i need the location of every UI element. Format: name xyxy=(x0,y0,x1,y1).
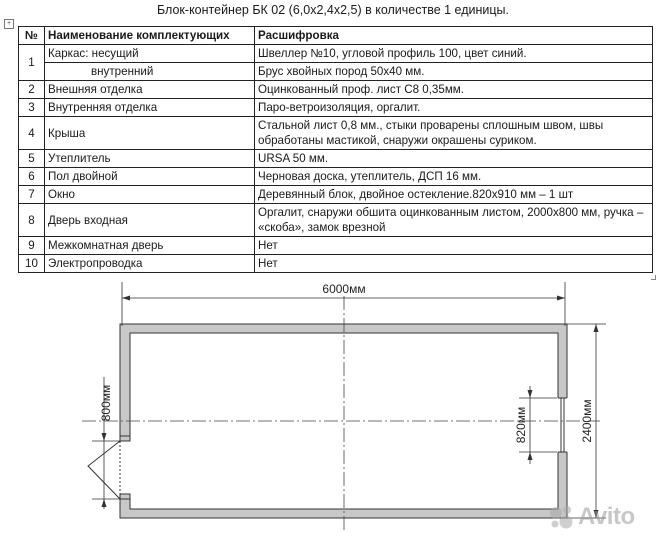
width-label: 2400мм xyxy=(580,399,594,443)
door-label: 800мм xyxy=(99,384,113,422)
row-name: Окно xyxy=(45,186,255,204)
row-name: Внешняя отделка xyxy=(45,81,255,99)
watermark-text: Avito xyxy=(578,503,635,530)
row-number: 7 xyxy=(19,186,45,204)
row-number: 9 xyxy=(19,237,45,255)
window-opening xyxy=(556,398,569,452)
row-name: Крыша xyxy=(45,117,255,150)
door-opening xyxy=(119,441,131,499)
row-number: 3 xyxy=(19,99,45,117)
document-title: Блок-контейнер БК 02 (6,0х2,4х2,5) в количестве 1 единицы. xyxy=(156,3,510,17)
row-description: Оцинкованный проф. лист С8 0,35мм. xyxy=(255,81,653,99)
row-name: Электропроводка xyxy=(45,255,255,273)
row-number: 8 xyxy=(19,204,45,237)
row-description: Брус хвойных пород 50х40 мм. xyxy=(255,63,653,81)
row-name: Пол двойной xyxy=(45,168,255,186)
row-description: Швеллер №10, угловой профиль 100, цвет синий. xyxy=(255,45,653,63)
row-description: Нет xyxy=(255,255,653,273)
row-number: 2 xyxy=(19,81,45,99)
header-description: Расшифровка xyxy=(255,27,653,45)
row-number: 10 xyxy=(19,255,45,273)
header-number: № xyxy=(19,27,45,45)
row-description: Нет xyxy=(255,237,653,255)
row-name: Межкомнатная дверь xyxy=(45,237,255,255)
avito-watermark xyxy=(548,503,635,531)
row-description: URSA 50 мм. xyxy=(255,150,653,168)
row-description: Черновая доска, утеплитель, ДСП 16 мм. xyxy=(255,168,653,186)
row-number: 5 xyxy=(19,150,45,168)
table-move-handle-icon[interactable]: + xyxy=(4,19,14,29)
header-name: Наименование комплектующих xyxy=(45,27,255,45)
row-name: Внутренняя отделка xyxy=(45,99,255,117)
row-description: Оргалит, снаружи обшита оцинкованным листом, 2000х800 мм, ручка – «скоба», замок врезной xyxy=(255,204,653,237)
row-description: Паро-ветроизоляция, оргалит. xyxy=(255,99,653,117)
row-number: 6 xyxy=(19,168,45,186)
row-name: Дверь входная xyxy=(45,204,255,237)
row-number: 4 xyxy=(19,117,45,150)
length-label: 6000мм xyxy=(322,282,366,296)
row-description: Деревянный блок, двойное остекление.820х910 мм – 1 шт xyxy=(255,186,653,204)
row-name: внутренний xyxy=(45,63,255,81)
row-name: Каркас: несущий xyxy=(45,45,255,63)
avito-dots-icon xyxy=(548,504,574,530)
row-description: Стальной лист 0,8 мм., стыки проварены сплошным швом, швы обработаны мастикой, снаружи окрашены суриком. xyxy=(255,117,653,150)
row-name: Утеплитель xyxy=(45,150,255,168)
window-label: 820мм xyxy=(514,406,528,444)
row-number: 1 xyxy=(19,45,45,81)
